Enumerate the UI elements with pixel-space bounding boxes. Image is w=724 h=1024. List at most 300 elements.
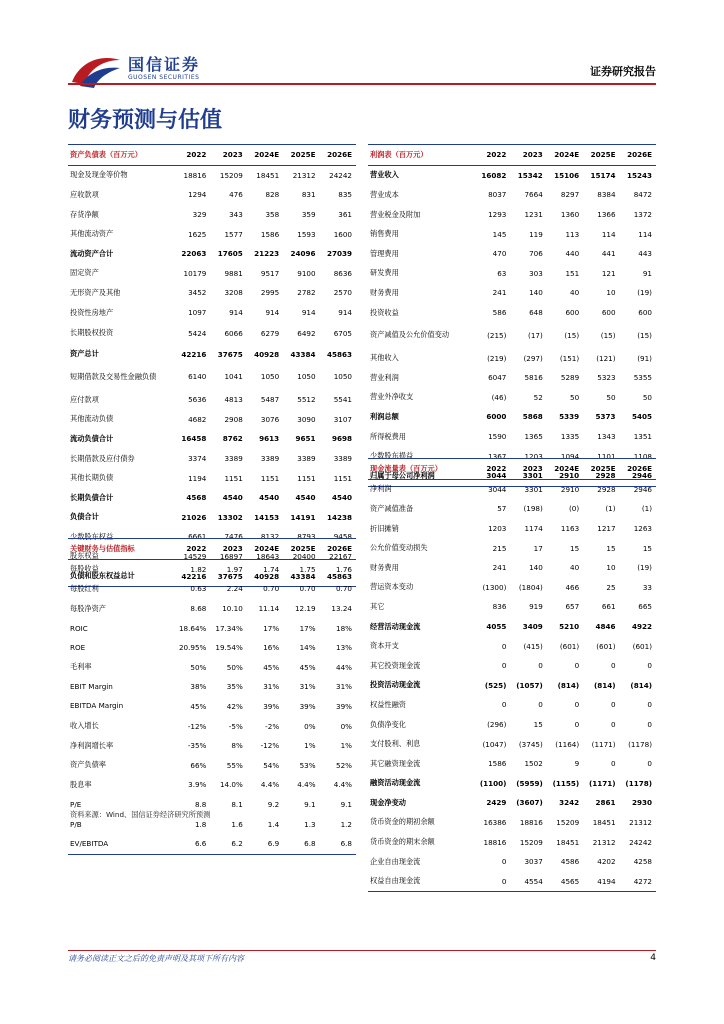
key-ratios-table	[68, 538, 356, 855]
cell-value: 1.76	[335, 564, 352, 574]
cell-value: 54%	[263, 760, 280, 770]
cell-value: 50%	[226, 662, 243, 672]
cell-value: 1625	[188, 229, 207, 239]
cell-value: 1593	[297, 229, 316, 239]
cell-value: 21223	[254, 249, 280, 259]
cell-value: 8472	[633, 190, 652, 200]
cell-value: 6047	[488, 373, 507, 383]
cell-value: 113	[565, 229, 580, 239]
row-label: 存货净额	[70, 209, 99, 219]
cell-value: 5289	[560, 373, 580, 383]
row-label: 负债和股东权益总计	[68, 566, 174, 586]
cell-value: 648	[529, 308, 543, 318]
cell-value: 4565	[547, 871, 583, 891]
cell-value: 470	[492, 249, 507, 259]
cell-value: 9698	[331, 434, 352, 444]
table-row	[368, 558, 656, 578]
cell-value: 10179	[183, 268, 207, 278]
cell-value: 15209	[219, 170, 243, 180]
cell-value: 0	[501, 641, 507, 651]
table-row	[68, 599, 356, 619]
table-row	[68, 468, 356, 488]
cell-value: 20400	[292, 551, 316, 561]
cell-value: 0	[501, 857, 507, 867]
cell-value: 24242	[629, 837, 652, 847]
cell-value: 15243	[626, 170, 652, 180]
cell-value: 18816	[519, 817, 543, 827]
cell-value: 40928	[254, 349, 280, 359]
cell-value: 5373	[595, 412, 616, 422]
cell-value: (19)	[637, 563, 652, 573]
cell-value: 6000	[486, 412, 507, 422]
cell-value: 3044	[488, 484, 507, 494]
cell-value: 50	[570, 392, 580, 402]
column-header: 2023	[510, 145, 546, 166]
cell-value: 66%	[190, 760, 207, 770]
report-type: 证券研究报告	[590, 65, 656, 78]
row-label: 管理费用	[370, 248, 399, 258]
row-label: 其他长期负债	[70, 473, 114, 483]
cell-value: 1097	[188, 308, 207, 318]
cell-value: 45%	[263, 662, 280, 672]
cell-value: (296)	[487, 720, 507, 730]
table-row	[368, 813, 656, 833]
row-label: P/E	[70, 800, 82, 810]
cell-value: 6.8	[283, 834, 319, 854]
cell-value: 5541	[333, 395, 352, 405]
cell-value: 2429	[486, 798, 507, 808]
cell-value: 31%	[336, 682, 352, 692]
cell-value: 3242	[559, 798, 580, 808]
row-label: 长期借款及应付债券	[70, 453, 135, 463]
row-label: 流动负债合计	[70, 433, 114, 443]
cell-value: 3374	[188, 454, 207, 464]
cell-value: 17	[533, 543, 543, 553]
table-row	[68, 224, 356, 244]
row-label: 短期借款及交易性金融负债	[70, 371, 157, 381]
row-label: ROE	[70, 643, 86, 653]
cell-value: 2.24	[226, 584, 243, 594]
row-label: 归属于母公司净利润	[368, 466, 474, 486]
cell-value: 5868	[522, 412, 543, 422]
cell-value: 37675	[217, 349, 243, 359]
cell-value: 3.9%	[188, 780, 207, 790]
row-label: 股息率	[70, 779, 92, 789]
cell-value: 1194	[188, 473, 207, 483]
cell-value: 1151	[333, 473, 352, 483]
cell-value: (415)	[523, 641, 543, 651]
page-title: 财务预测与估值	[68, 108, 223, 133]
cell-value: 2928	[583, 466, 619, 486]
cell-value: 661	[601, 602, 616, 612]
row-label: 销售费用	[370, 229, 399, 239]
row-label: 营业收入	[370, 170, 399, 180]
cell-value: 17605	[217, 249, 243, 259]
cell-value: 13302	[217, 512, 243, 522]
cell-value: 40928	[247, 566, 283, 586]
cell-value: 1294	[188, 190, 207, 200]
cell-value: 1367	[488, 451, 507, 461]
cell-value: -2%	[265, 721, 280, 731]
table-row	[368, 617, 656, 637]
cell-value: 18816	[483, 837, 507, 847]
cell-value: 1050	[297, 372, 316, 382]
cell-value: 114	[601, 229, 616, 239]
cell-value: 40	[570, 288, 580, 298]
row-label: 其他流动负债	[70, 414, 114, 424]
row-label: 资产减值及公允价值变动	[370, 330, 450, 340]
table-row	[368, 407, 656, 427]
cell-value: 6.6	[174, 834, 210, 854]
cell-value: 17%	[299, 623, 316, 633]
cell-value: 2570	[333, 288, 352, 298]
table-row	[368, 656, 656, 676]
cell-value: (814)	[557, 680, 580, 690]
cell-value: 3044	[474, 466, 510, 486]
cell-value: 42216	[174, 566, 210, 586]
cell-value: 1094	[560, 451, 580, 461]
cell-value: 8037	[488, 190, 507, 200]
cell-value: 22167	[329, 551, 352, 561]
balance-sheet-table	[68, 144, 356, 587]
cell-value: 1502	[524, 759, 543, 769]
cell-value: 3037	[524, 857, 543, 867]
column-header: 2024E	[247, 539, 283, 560]
header-divider	[68, 83, 656, 85]
column-header: 2022	[474, 145, 510, 166]
cell-value: 1151	[260, 473, 280, 483]
table-row	[68, 697, 356, 717]
cell-value: 18451	[592, 817, 616, 827]
cell-value: 45863	[326, 349, 352, 359]
cell-value: 39%	[336, 702, 352, 712]
cell-value: 45%	[190, 702, 207, 712]
table-row	[368, 303, 656, 323]
cell-value: 4202	[597, 857, 616, 867]
table-row	[68, 579, 356, 599]
cell-value: 2861	[595, 798, 616, 808]
cell-value: (1047)	[482, 739, 507, 749]
cell-value: 3208	[224, 288, 243, 298]
cell-value: 9881	[224, 268, 243, 278]
cell-value: 9458	[333, 532, 352, 542]
cell-value: 0	[574, 720, 580, 730]
cell-value: 15106	[554, 170, 580, 180]
cell-value: 1586	[260, 229, 280, 239]
cell-value: 0	[501, 661, 507, 671]
cell-value: 1.8	[194, 819, 207, 829]
cell-value: 1.74	[263, 564, 280, 574]
cell-value: 0	[501, 700, 507, 710]
table-row	[68, 638, 356, 658]
table-row	[368, 774, 656, 794]
cell-value: 1.4	[267, 819, 280, 829]
cell-value: 2946	[633, 484, 652, 494]
cell-value: 3076	[260, 414, 280, 424]
cell-value: 343	[229, 210, 243, 220]
cell-value: (814)	[593, 680, 616, 690]
table-row	[68, 185, 356, 205]
cell-value: 15342	[517, 170, 543, 180]
cell-value: 5636	[188, 395, 207, 405]
cell-value: 1577	[224, 229, 243, 239]
cell-value: 1203	[524, 451, 543, 461]
cell-value: (91)	[637, 353, 652, 363]
cell-value: (1)	[641, 504, 652, 514]
cell-value: 476	[229, 190, 243, 200]
cell-value: 43384	[283, 566, 319, 586]
cell-value: 1263	[633, 524, 652, 534]
cell-value: 45863	[320, 566, 356, 586]
row-label: 营业税金及附加	[370, 209, 421, 219]
cell-value: 4540	[222, 493, 243, 503]
cell-value: (1)	[605, 504, 616, 514]
table-row	[368, 715, 656, 735]
table-row	[68, 390, 356, 410]
cell-value: 140	[529, 563, 543, 573]
row-label: 财务费用	[370, 287, 399, 297]
table-row	[368, 185, 656, 205]
cell-value: 145	[492, 229, 507, 239]
table-row	[68, 658, 356, 678]
cell-value: 8132	[260, 532, 280, 542]
cell-value: 4258	[633, 857, 652, 867]
column-header: 2023	[510, 459, 546, 480]
cell-value: 6.9	[247, 834, 283, 854]
cell-value: 1203	[488, 524, 507, 534]
cell-value: 359	[301, 210, 316, 220]
cell-value: 3389	[260, 454, 280, 464]
cell-value: (1178)	[625, 778, 652, 788]
row-label: EBITDA Margin	[70, 701, 124, 711]
table-row	[368, 205, 656, 225]
cell-value: (297)	[523, 353, 543, 363]
cell-value: 140	[529, 288, 543, 298]
row-label: 每股红利	[70, 583, 99, 593]
cell-value: 0	[574, 700, 580, 710]
cell-value: (15)	[637, 330, 652, 340]
cell-value: 14%	[299, 643, 316, 653]
cell-value: 12.19	[294, 604, 316, 614]
cell-value: 441	[601, 249, 616, 259]
cell-value: 40	[570, 563, 580, 573]
row-label: 现金净变动	[370, 797, 406, 807]
column-header: 2023	[210, 145, 246, 166]
cell-value: 914	[338, 308, 352, 318]
cell-value: 2908	[224, 414, 243, 424]
cell-value: 0	[610, 759, 616, 769]
cell-value: 241	[492, 288, 507, 298]
cell-value: 0	[538, 661, 543, 671]
table-row	[368, 322, 656, 348]
table-row	[368, 852, 656, 872]
row-label: 净利润	[370, 484, 392, 494]
cell-value: 4.4%	[297, 780, 316, 790]
cell-value: 3301	[510, 466, 546, 486]
row-label: 营业外净收支	[370, 392, 414, 402]
cell-value: 43384	[290, 349, 316, 359]
cell-value: 0.63	[190, 584, 207, 594]
cell-value: 18643	[256, 551, 280, 561]
row-label: 权益性融资	[370, 699, 406, 709]
cell-value: -12%	[260, 741, 280, 751]
cell-value: 1.6	[231, 819, 243, 829]
cell-value: 1372	[633, 210, 652, 220]
cell-value: 4194	[583, 871, 619, 891]
cell-value: 10	[606, 288, 616, 298]
table-row	[368, 578, 656, 598]
cell-value: 836	[492, 602, 507, 612]
table-row	[68, 488, 356, 508]
row-label: 其它	[370, 601, 385, 611]
table-row	[68, 303, 356, 323]
row-label: 资产负债率	[70, 760, 106, 770]
table-row	[368, 734, 656, 754]
table-row	[68, 283, 356, 303]
table-row	[368, 388, 656, 408]
row-label: 毛利率	[70, 662, 92, 672]
table-row	[368, 244, 656, 264]
cell-value: 5816	[524, 373, 543, 383]
cell-value: 3389	[333, 454, 352, 464]
row-label: 投资性房地产	[70, 307, 114, 317]
cell-value: 0%	[340, 721, 352, 731]
table-row	[68, 410, 356, 430]
row-label: 固定资产	[70, 268, 99, 278]
cell-value: 5323	[597, 373, 616, 383]
cell-value: 2995	[260, 288, 280, 298]
table-row	[368, 597, 656, 617]
cell-value: 16082	[481, 170, 507, 180]
cell-value: 3090	[297, 414, 316, 424]
cell-value: 55%	[226, 760, 243, 770]
column-header: 2023	[210, 539, 246, 560]
cell-value: 0	[610, 720, 616, 730]
cell-value: 466	[565, 582, 580, 592]
cell-value: 0.70	[263, 584, 280, 594]
row-label: 折旧摊销	[370, 523, 399, 533]
cell-value: 9100	[297, 268, 316, 278]
cell-value: -35%	[187, 741, 207, 751]
row-label: 权益自由现金流	[368, 871, 474, 891]
cell-value: 5405	[631, 412, 652, 422]
row-label: 每股净资产	[70, 603, 106, 613]
cell-value: 5210	[559, 622, 580, 632]
page-header	[0, 0, 724, 90]
cell-value: 27039	[326, 249, 352, 259]
cell-value: 1%	[304, 741, 316, 751]
cash-flow-table	[368, 458, 656, 892]
cell-value: (814)	[630, 680, 652, 690]
cell-value: 6661	[188, 532, 207, 542]
cell-value: 8636	[333, 268, 352, 278]
cell-value: (1171)	[588, 778, 616, 788]
cell-value: 6066	[224, 328, 243, 338]
cell-value: 15	[570, 543, 580, 553]
disclaimer-text: 请务必阅读正文之后的免责声明及其项下所有内容	[68, 954, 244, 963]
cell-value: 0%	[304, 721, 316, 731]
cell-value: 1108	[633, 451, 652, 461]
row-label: 资本开支	[370, 641, 399, 651]
table-row	[68, 429, 356, 449]
column-header: 2025E	[283, 539, 319, 560]
row-label: 资产总计	[70, 349, 99, 359]
cell-value: 21312	[292, 170, 316, 180]
row-label: 无形资产及其他	[70, 287, 121, 297]
cell-value: 9.1	[304, 800, 316, 810]
cell-value: 215	[492, 543, 507, 553]
cell-value: 1%	[340, 741, 352, 751]
cell-value: 1.97	[226, 564, 243, 574]
cell-value: 8.8	[194, 800, 207, 810]
cell-value: 10	[606, 563, 616, 573]
table-row	[368, 427, 656, 447]
cell-value: 1050	[260, 372, 280, 382]
cell-value: 440	[565, 249, 580, 259]
source-note: 资料来源：Wind、国信证券经济研究所预测	[70, 810, 211, 819]
cell-value: (5959)	[516, 778, 543, 788]
cell-value: 1217	[597, 524, 616, 534]
cell-value: (3607)	[516, 798, 543, 808]
cell-value: -5%	[228, 721, 243, 731]
cell-value: (0)	[568, 504, 580, 514]
table-row	[68, 322, 356, 344]
row-label: 每股收益	[70, 564, 99, 574]
cell-value: 2782	[297, 288, 316, 298]
cell-value: 119	[529, 229, 543, 239]
cell-value: 8384	[597, 190, 616, 200]
row-label: 投资收益	[370, 307, 399, 317]
cell-value: 9	[574, 759, 580, 769]
cell-value: 15	[606, 543, 616, 553]
cell-value: 3301	[524, 484, 543, 494]
cell-value: -12%	[187, 721, 207, 731]
cell-value: 14529	[183, 551, 207, 561]
table-row	[68, 775, 356, 795]
cell-value: 15	[642, 543, 652, 553]
cell-value: (601)	[559, 641, 580, 651]
cell-value: 3452	[188, 288, 207, 298]
table-row	[68, 244, 356, 264]
cell-value: 52%	[336, 760, 352, 770]
row-label: 利润总额	[370, 411, 399, 421]
cell-value: 9517	[260, 268, 280, 278]
table-header-row	[68, 145, 356, 166]
row-label: 研发费用	[370, 268, 399, 278]
column-header: 2025E	[583, 459, 619, 480]
cell-value: 4540	[259, 493, 280, 503]
cell-value: 16897	[219, 551, 243, 561]
column-header: 2024E	[547, 145, 583, 166]
table-row	[68, 165, 356, 185]
table-row	[68, 756, 356, 776]
cell-value: 1343	[597, 432, 616, 442]
cell-value: 24242	[329, 170, 352, 180]
cell-value: 1101	[597, 451, 616, 461]
column-header: 2024E	[247, 145, 283, 166]
cell-value: 1360	[560, 210, 580, 220]
row-label: 长期负债合计	[70, 492, 114, 502]
cell-value: (215)	[487, 330, 507, 340]
column-header: 2022	[174, 539, 210, 560]
cell-value: 21026	[181, 512, 207, 522]
table-row	[368, 695, 656, 715]
table-row	[68, 264, 356, 284]
column-header: 2025E	[283, 145, 319, 166]
row-label: 收入增长	[70, 721, 99, 731]
cell-value: 52	[533, 392, 543, 402]
cell-value: 8%	[231, 741, 243, 751]
